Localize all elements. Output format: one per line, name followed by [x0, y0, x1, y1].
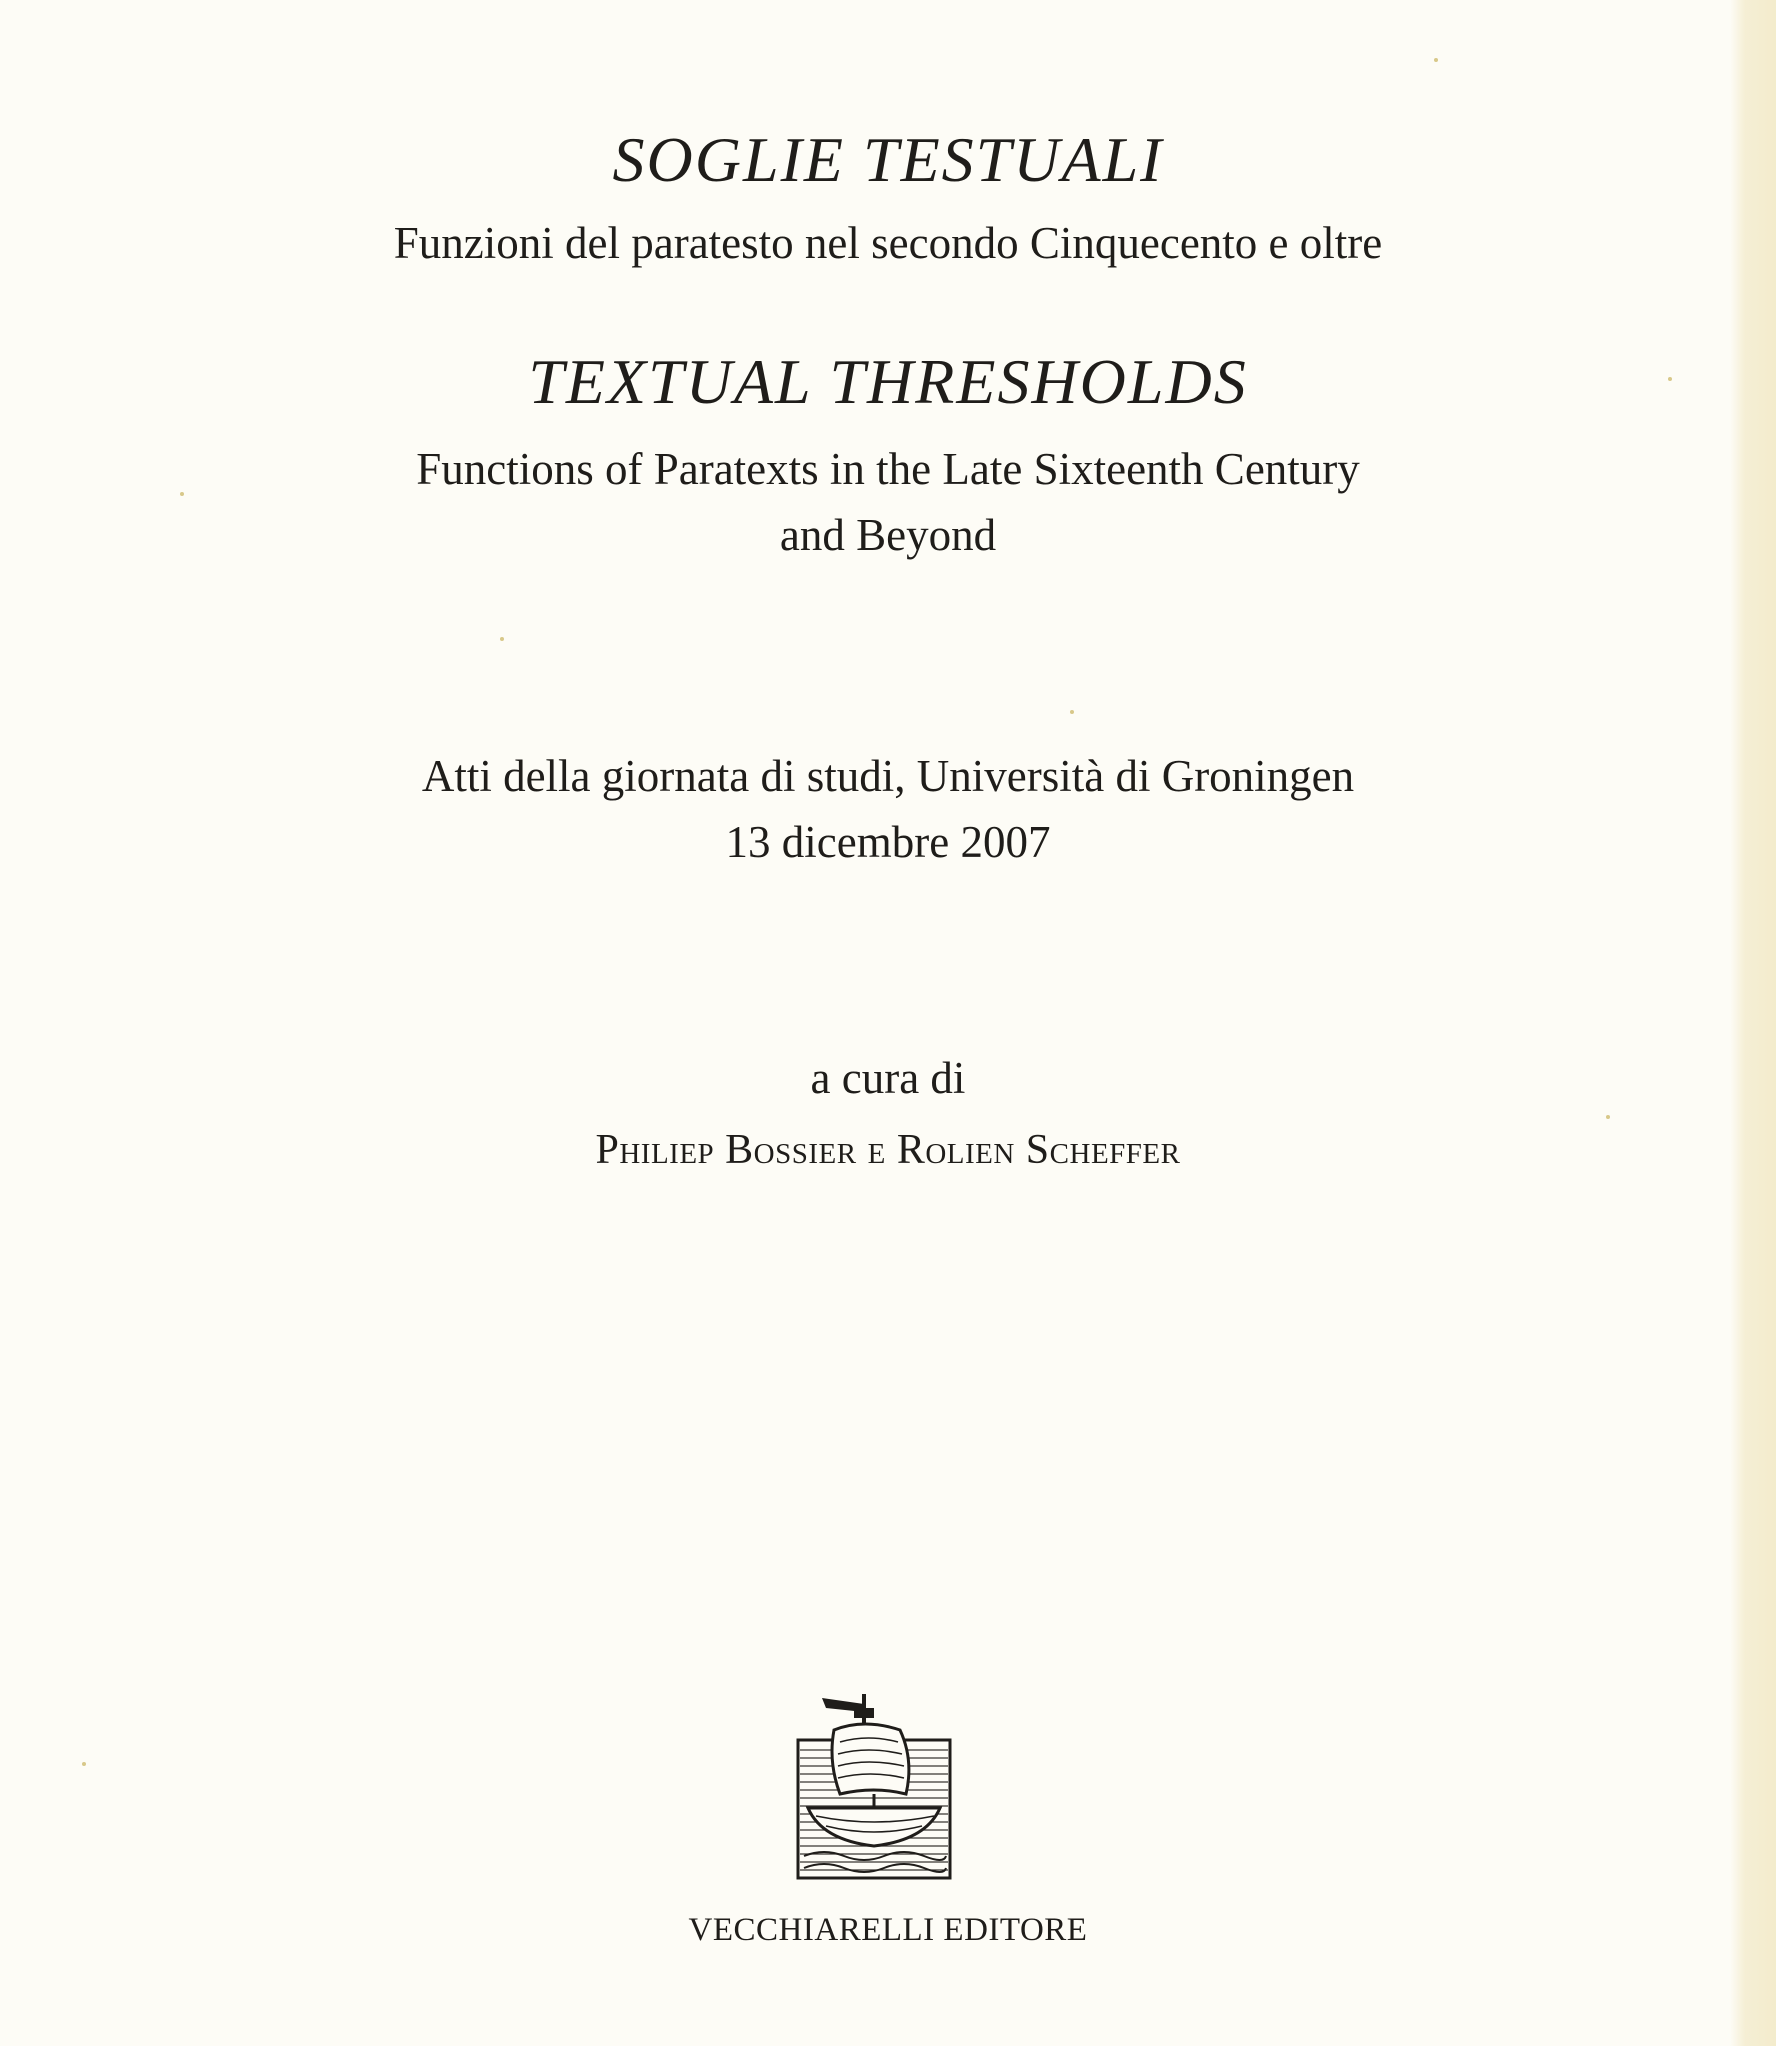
editors-label: a cura di — [810, 1053, 966, 1103]
paper-speck — [82, 1762, 86, 1766]
paper-speck — [1606, 1115, 1610, 1119]
english-title: TEXTUAL THRESHOLDS — [528, 346, 1248, 417]
paper-speck — [1434, 58, 1438, 62]
paper-speck — [180, 492, 184, 496]
proceedings-info — [0, 743, 1776, 875]
editors-names: Philiep Bossier e Rolien Scheffer — [595, 1127, 1181, 1173]
paper-speck — [1070, 710, 1074, 714]
paper-speck — [500, 637, 504, 641]
english-subtitle-line-1: Functions of Paratexts in the Late Sixteenth Century — [416, 444, 1360, 494]
english-subtitle — [0, 436, 1776, 568]
italian-subtitle: Funzioni del paratesto nel secondo Cinquecento e oltre — [393, 218, 1383, 268]
publisher-name: VECCHIARELLI EDITORE — [688, 1912, 1088, 1948]
ship-emblem-icon — [794, 1690, 954, 1882]
proceedings-line-1: Atti della giornata di studi, Università di Groningen — [421, 751, 1355, 801]
paper-speck — [1668, 377, 1672, 381]
italian-title: SOGLIE TESTUALI — [612, 124, 1164, 195]
english-subtitle-line-2: and Beyond — [779, 510, 997, 560]
proceedings-date: 13 dicembre 2007 — [725, 817, 1051, 867]
